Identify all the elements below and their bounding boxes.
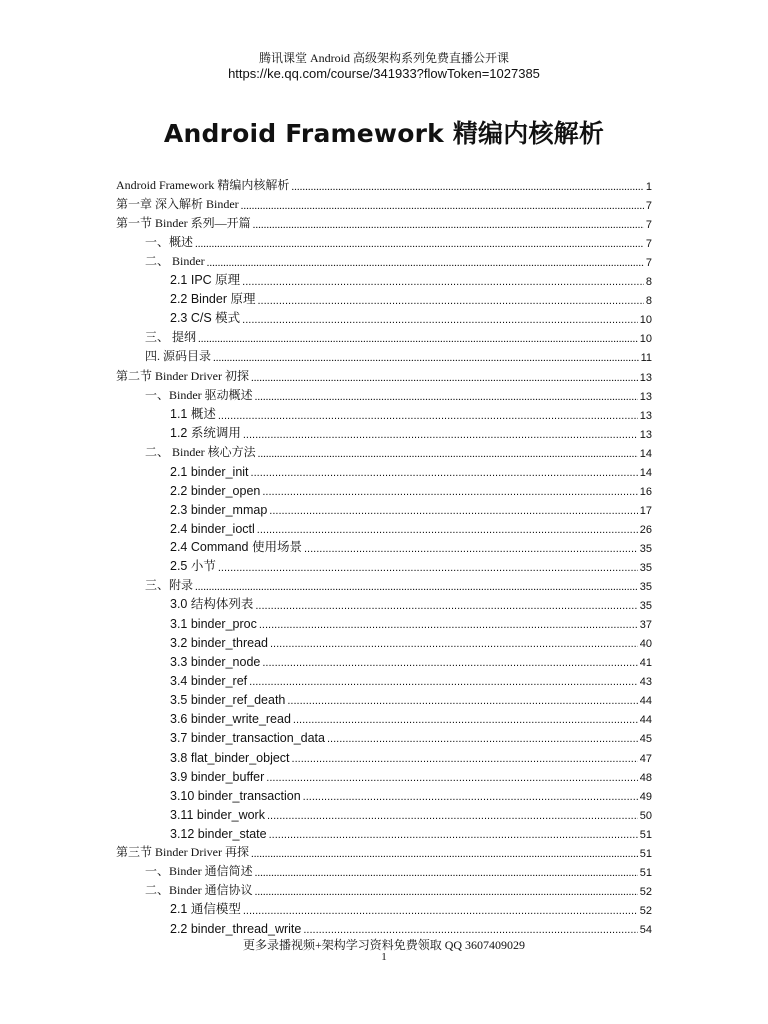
toc-entry[interactable]: [170, 784, 652, 803]
toc-entry[interactable]: [116, 212, 652, 231]
toc-dot-leader: [258, 447, 638, 460]
toc-dot-leader: [257, 294, 643, 307]
toc-entry-label: 三、附录: [145, 578, 194, 593]
toc-entry-page: 41: [639, 657, 652, 670]
toc-dot-leader: [327, 732, 638, 745]
toc-dot-leader: [255, 866, 638, 879]
toc-dot-leader: [287, 694, 637, 707]
toc-entry-page: 47: [639, 752, 652, 765]
toc-entry[interactable]: [170, 307, 652, 326]
toc-dot-leader: [213, 351, 639, 364]
toc-entry-label: 二、Binder 通信协议: [145, 882, 253, 897]
toc-entry-label: 二、 Binder: [145, 254, 205, 269]
toc-entry-page: 7: [645, 219, 652, 232]
toc-dot-leader: [262, 656, 637, 669]
toc-dot-leader: [242, 313, 638, 326]
toc-entry-label: 三、 提纲: [145, 330, 197, 345]
toc-entry[interactable]: [170, 517, 652, 536]
toc-dot-leader: [243, 904, 638, 917]
toc-entry-label: 一、Binder 驱动概述: [145, 387, 253, 402]
toc-entry[interactable]: [145, 345, 652, 364]
toc-entry-label: 3.6 binder_write_read: [170, 712, 291, 727]
toc-entry[interactable]: [170, 765, 652, 784]
toc-entry[interactable]: [170, 612, 652, 631]
toc-entry-page: 45: [639, 733, 652, 746]
toc-entry[interactable]: [145, 860, 652, 879]
toc-entry[interactable]: [170, 498, 652, 517]
toc-entry-label: 2.3 C/S 模式: [170, 311, 241, 326]
toc-entry-page: 10: [639, 314, 652, 327]
toc-entry[interactable]: [116, 365, 652, 384]
toc-dot-leader: [303, 790, 638, 803]
toc-entry-page: 35: [639, 562, 652, 574]
toc-dot-leader: [255, 599, 637, 612]
toc-entry[interactable]: [145, 326, 652, 345]
toc-dot-leader: [251, 371, 638, 384]
toc-entry[interactable]: [145, 384, 652, 403]
toc-entry-page: 7: [645, 257, 652, 270]
toc-entry-page: 35: [639, 581, 652, 594]
toc-entry-page: 52: [639, 904, 652, 917]
toc-dot-leader: [218, 561, 638, 574]
toc-entry-label: 2.4 binder_ioctl: [170, 521, 255, 536]
toc-dot-leader: [257, 523, 638, 536]
toc-entry-page: 50: [639, 809, 652, 822]
toc-entry[interactable]: [170, 593, 652, 612]
toc-dot-leader: [251, 466, 638, 479]
toc-dot-leader: [249, 675, 638, 688]
toc-entry-page: 43: [639, 676, 652, 689]
toc-entry-page: 13: [639, 428, 652, 441]
toc-entry-label: 3.9 binder_buffer: [170, 769, 265, 784]
page-header-course: 腾讯课堂 Android 高级架构系列免费直播公开课: [259, 51, 509, 65]
toc-entry[interactable]: [145, 231, 652, 250]
toc-entry-page: 13: [639, 409, 652, 422]
toc-entry-page: 35: [639, 600, 652, 613]
toc-entry-page: 11: [640, 352, 652, 365]
toc-entry-page: 49: [639, 790, 652, 803]
toc-dot-leader: [304, 542, 638, 555]
toc-entry-page: 44: [639, 695, 652, 708]
toc-dot-leader: [267, 809, 638, 822]
toc-dot-leader: [195, 237, 644, 250]
toc-dot-leader: [251, 847, 638, 860]
toc-dot-leader: [303, 923, 637, 936]
toc-dot-leader: [207, 256, 644, 269]
toc-entry[interactable]: [170, 422, 652, 441]
toc-entry-label: 3.7 binder_transaction_data: [170, 731, 325, 746]
toc-dot-leader: [269, 504, 637, 517]
toc-entry-page: 8: [645, 295, 652, 308]
toc-entry[interactable]: [145, 250, 652, 269]
toc-entry-label: 3.10 binder_transaction: [170, 788, 301, 803]
toc-dot-leader: [291, 180, 644, 193]
toc-entry-page: 52: [639, 885, 652, 898]
toc-entry[interactable]: [170, 288, 652, 307]
toc-entry-label: 第一节 Binder 系列—开篇: [116, 216, 251, 231]
toc-dot-leader: [292, 752, 638, 765]
toc-entry-page: 37: [639, 619, 652, 632]
toc-entry[interactable]: [145, 879, 652, 898]
toc-entry-label: 一、概述: [145, 235, 194, 250]
toc-entry[interactable]: [145, 441, 652, 460]
toc-entry[interactable]: [170, 898, 652, 917]
toc-entry-label: 2.4 Command 使用场景: [170, 539, 302, 554]
toc-entry-page: 14: [639, 466, 652, 479]
toc-dot-leader: [259, 618, 638, 631]
toc-entry-page: 17: [639, 504, 652, 517]
toc-entry-label: 一、Binder 通信简述: [145, 863, 253, 878]
toc-entry[interactable]: [170, 631, 652, 650]
toc-entry[interactable]: [116, 174, 652, 193]
toc-entry-label: 2.2 binder_open: [170, 483, 261, 498]
toc-entry[interactable]: [170, 479, 652, 498]
toc-entry-label: 3.1 binder_proc: [170, 617, 257, 632]
toc-entry-page: 54: [639, 923, 652, 936]
toc-entry-label: 第三节 Binder Driver 再探: [116, 844, 249, 859]
toc-entry[interactable]: [170, 536, 652, 555]
toc-dot-leader: [293, 713, 638, 726]
toc-entry-page: 51: [639, 828, 652, 841]
toc-dot-leader: [253, 218, 644, 231]
toc-dot-leader: [242, 275, 644, 288]
toc-entry-page: 51: [639, 847, 652, 860]
toc-dot-leader: [255, 390, 638, 403]
toc-entry-label: 3.11 binder_work: [170, 807, 265, 822]
page-footer-note: 更多录播视频+架构学习资料免费领取 QQ 3607409029: [242, 938, 526, 952]
toc-dot-leader: [241, 199, 644, 212]
toc-entry-page: 13: [639, 390, 652, 403]
toc-entry-label: 第一章 深入解析 Binder: [116, 197, 239, 212]
toc-entry-page: 14: [639, 447, 652, 460]
toc-entry[interactable]: [170, 555, 652, 574]
page-number: 1: [381, 951, 387, 963]
toc-dot-leader: [266, 771, 637, 784]
toc-entry-page: 13: [639, 371, 652, 384]
toc-entry[interactable]: [170, 269, 652, 288]
toc-entry-label: 3.2 binder_thread: [170, 636, 268, 651]
toc-entry-label: 2.2 Binder 原理: [170, 292, 256, 307]
toc-entry-page: 40: [639, 638, 652, 651]
toc-entry[interactable]: [116, 193, 652, 212]
toc-entry[interactable]: [170, 822, 652, 841]
toc-dot-leader: [218, 409, 638, 422]
toc-entry-label: 四. 源码目录: [145, 349, 212, 364]
toc-entry-label: 3.0 结构体列表: [170, 597, 254, 612]
toc-entry-page: 48: [639, 771, 652, 784]
toc-entry-label: 1.2 系统调用: [170, 425, 241, 440]
toc-entry-page: 44: [639, 714, 652, 727]
toc-entry-label: 第二节 Binder Driver 初探: [116, 368, 249, 383]
toc-entry[interactable]: [116, 841, 652, 860]
toc-dot-leader: [270, 637, 638, 650]
toc-dot-leader: [255, 885, 638, 898]
toc-entry[interactable]: [170, 403, 652, 422]
toc-entry[interactable]: [170, 707, 652, 726]
toc-entry[interactable]: [145, 574, 652, 593]
toc-entry-page: 35: [639, 542, 652, 555]
toc-entry-page: 16: [639, 485, 652, 498]
toc-entry-page: 10: [639, 333, 652, 346]
toc-dot-leader: [262, 485, 637, 498]
toc-dot-leader: [243, 428, 638, 441]
toc-entry-label: 2.1 IPC 原理: [170, 273, 241, 288]
toc-entry-label: 3.5 binder_ref_death: [170, 693, 286, 708]
toc-entry-page: 51: [639, 866, 652, 879]
toc-entry-label: 3.4 binder_ref: [170, 674, 248, 689]
toc-entry[interactable]: [170, 669, 652, 688]
toc-entry-label: 2.2 binder_thread_write: [170, 921, 302, 936]
toc-entry-page: 8: [645, 276, 652, 289]
toc-dot-leader: [198, 332, 638, 345]
toc-entry-page: 26: [639, 523, 652, 536]
toc-entry[interactable]: [170, 460, 652, 479]
toc-entry-page: 7: [645, 238, 652, 251]
toc-entry[interactable]: [170, 746, 652, 765]
toc-entry[interactable]: [170, 726, 652, 745]
toc-entry-label: 2.1 通信模型: [170, 901, 241, 916]
toc-entry-label: 1.1 概述: [170, 406, 216, 421]
toc-entry[interactable]: [170, 650, 652, 669]
toc-entry-page: 1: [645, 181, 652, 193]
toc-entry-page: 7: [645, 200, 652, 213]
document-title: Android Framework 精编内核解析: [163, 119, 605, 148]
page-header-url: https://ke.qq.com/course/341933?flowToken=1027385: [228, 66, 540, 81]
toc-entry[interactable]: [170, 803, 652, 822]
toc-entry-label: 3.3 binder_node: [170, 655, 261, 670]
toc-entry-label: 2.3 binder_mmap: [170, 502, 268, 517]
toc-entry-label: 3.8 flat_binder_object: [170, 750, 290, 765]
toc-dot-leader: [195, 580, 638, 593]
toc-entry[interactable]: [170, 917, 652, 936]
toc-entry[interactable]: [170, 688, 652, 707]
toc-entry-label: 3.12 binder_state: [170, 826, 267, 841]
toc-dot-leader: [269, 828, 638, 841]
toc-entry-label: Android Framework 精编内核解析: [116, 178, 290, 192]
toc-entry-label: 2.1 binder_init: [170, 464, 249, 479]
toc-entry-label: 2.5 小节: [170, 559, 216, 573]
toc-entry-label: 二、 Binder 核心方法: [145, 444, 256, 459]
